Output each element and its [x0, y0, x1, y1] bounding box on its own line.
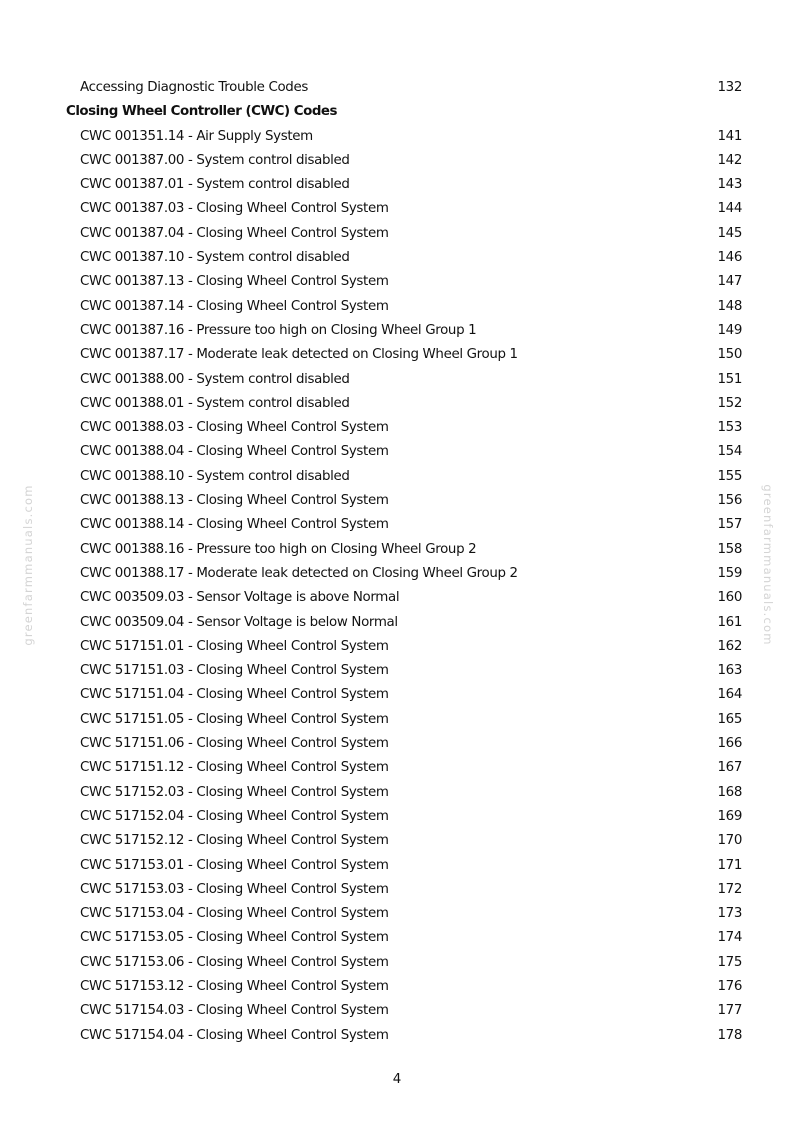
toc-entry [0, 489, 794, 513]
toc-entry-page: 173 [717, 906, 742, 922]
toc-entry [0, 197, 794, 221]
toc-entry [0, 708, 794, 732]
toc-entry-page: 168 [717, 784, 742, 800]
toc-entry-title: CWC 001388.10 - System control disabled [80, 468, 350, 484]
toc-entry-title: CWC 517151.12 - Closing Wheel Control System [80, 760, 389, 776]
toc-entry [0, 756, 794, 780]
toc-entry [0, 76, 794, 100]
toc-entry-page: 166 [717, 736, 742, 752]
toc-entry-title: CWC 517152.03 - Closing Wheel Control System [80, 784, 389, 800]
toc-entry-page: 177 [717, 1003, 742, 1019]
toc-entry-title: CWC 517153.05 - Closing Wheel Control System [80, 930, 389, 946]
toc-entry [0, 829, 794, 853]
toc-entry-page: 143 [717, 177, 742, 193]
toc-entry [0, 562, 794, 586]
toc-entry [0, 805, 794, 829]
toc-entry [0, 999, 794, 1023]
toc-entry-page: 158 [717, 541, 742, 557]
toc-entry-title: CWC 517151.06 - Closing Wheel Control System [80, 736, 389, 752]
toc-entry-page: 147 [717, 274, 742, 290]
toc-entry-title: CWC 001388.03 - Closing Wheel Control System [80, 420, 389, 436]
toc-entry-page: 145 [717, 225, 742, 241]
toc-entry-page: 153 [717, 420, 742, 436]
toc-entry-page: 172 [717, 881, 742, 897]
toc-entry-page: 141 [717, 128, 742, 144]
toc-entry-page: 151 [717, 371, 742, 387]
toc-entry-page: 161 [717, 614, 742, 630]
toc-entry-title: CWC 001387.10 - System control disabled [80, 250, 350, 266]
toc-entry-title: CWC 001387.13 - Closing Wheel Control System [80, 274, 389, 290]
toc-entry-page: 149 [717, 322, 742, 338]
toc-entry-title: CWC 517151.01 - Closing Wheel Control System [80, 638, 389, 654]
toc-entry [0, 781, 794, 805]
toc-entry-page: 162 [717, 638, 742, 654]
toc-entry-page: 169 [717, 808, 742, 824]
toc-entry-title: CWC 517153.12 - Closing Wheel Control System [80, 978, 389, 994]
toc-entry-title: CWC 517151.03 - Closing Wheel Control System [80, 663, 389, 679]
toc-entry-title: CWC 517152.04 - Closing Wheel Control System [80, 808, 389, 824]
toc-entry-page: 148 [717, 298, 742, 314]
toc-entry-title: CWC 001388.04 - Closing Wheel Control System [80, 444, 389, 460]
toc-entry-page: 170 [717, 833, 742, 849]
watermark-right: greenfarmmanuals.com [761, 484, 775, 646]
toc-entry [0, 659, 794, 683]
toc-entry [0, 586, 794, 610]
toc-entry [0, 270, 794, 294]
toc-entry [0, 975, 794, 999]
toc-entry-page: 132 [717, 80, 742, 95]
toc-entry [0, 732, 794, 756]
toc-section-heading [0, 100, 794, 124]
toc-entry-title: CWC 001388.00 - System control disabled [80, 371, 350, 387]
toc-entry-title: CWC 001351.14 - Air Supply System [80, 128, 313, 144]
toc-entry-page: 159 [717, 565, 742, 581]
toc-entry-title: CWC 001387.17 - Moderate leak detected on Closing Wheel Group 1 [80, 347, 518, 363]
toc-entry [0, 902, 794, 926]
toc-entry-page: 164 [717, 687, 742, 703]
toc-entry [0, 368, 794, 392]
toc-entry [0, 125, 794, 149]
table-of-contents [0, 76, 794, 1048]
toc-entry-page: 146 [717, 250, 742, 266]
toc-entry [0, 854, 794, 878]
toc-entry [0, 319, 794, 343]
watermark-left: greenfarmmanuals.com [21, 484, 35, 646]
toc-entry-title: CWC 517153.01 - Closing Wheel Control System [80, 857, 389, 873]
toc-entry-title: CWC 001387.00 - System control disabled [80, 152, 350, 168]
toc-entry-page: 152 [717, 395, 742, 411]
toc-entry-page: 157 [717, 517, 742, 533]
toc-entry [0, 611, 794, 635]
toc-entry-page: 144 [717, 201, 742, 217]
toc-entry-page: 176 [717, 978, 742, 994]
toc-entry [0, 343, 794, 367]
toc-entry-title: CWC 001387.04 - Closing Wheel Control System [80, 225, 389, 241]
toc-entry-page: 165 [717, 711, 742, 727]
toc-entry-page: 142 [717, 152, 742, 168]
toc-entry-page: 163 [717, 663, 742, 679]
toc-entry-title: Accessing Diagnostic Trouble Codes [80, 80, 308, 95]
toc-entry [0, 440, 794, 464]
toc-entry-page: 174 [717, 930, 742, 946]
toc-entry-title: CWC 001387.16 - Pressure too high on Closing Wheel Group 1 [80, 322, 477, 338]
toc-entry-title: CWC 517153.04 - Closing Wheel Control System [80, 906, 389, 922]
toc-entry-page: 156 [717, 493, 742, 509]
toc-entry-title: CWC 517153.03 - Closing Wheel Control System [80, 881, 389, 897]
toc-entry [0, 513, 794, 537]
toc-entry-title: CWC 001387.14 - Closing Wheel Control System [80, 298, 389, 314]
toc-entry [0, 878, 794, 902]
toc-entry [0, 635, 794, 659]
toc-entry [0, 295, 794, 319]
page-number: 4 [392, 1072, 402, 1087]
toc-entry-title: CWC 001387.01 - System control disabled [80, 177, 350, 193]
toc-entry-title: CWC 001388.13 - Closing Wheel Control System [80, 493, 389, 509]
toc-entry-page: 154 [717, 444, 742, 460]
toc-entry [0, 173, 794, 197]
toc-entry [0, 951, 794, 975]
toc-entry [0, 392, 794, 416]
toc-entry-title: CWC 517151.04 - Closing Wheel Control System [80, 687, 389, 703]
toc-entry [0, 538, 794, 562]
toc-entry-title: CWC 517151.05 - Closing Wheel Control System [80, 711, 389, 727]
toc-entry [0, 416, 794, 440]
toc-entry-title: CWC 517152.12 - Closing Wheel Control System [80, 833, 389, 849]
toc-entry-title: CWC 001387.03 - Closing Wheel Control System [80, 201, 389, 217]
toc-entry-title: CWC 517154.04 - Closing Wheel Control System [80, 1027, 389, 1043]
toc-entry-title: CWC 001388.14 - Closing Wheel Control System [80, 517, 389, 533]
toc-entry-page: 175 [717, 954, 742, 970]
toc-entry-title: Closing Wheel Controller (CWC) Codes [66, 104, 337, 120]
toc-entry-title: CWC 517154.03 - Closing Wheel Control System [80, 1003, 389, 1019]
toc-entry-title: CWC 003509.03 - Sensor Voltage is above Normal [80, 590, 400, 606]
toc-entry-page: 178 [717, 1027, 742, 1043]
toc-entry-title: CWC 001388.17 - Moderate leak detected on Closing Wheel Group 2 [80, 565, 518, 581]
toc-entry-title: CWC 003509.04 - Sensor Voltage is below Normal [80, 614, 398, 630]
toc-entry-title: CWC 001388.16 - Pressure too high on Closing Wheel Group 2 [80, 541, 477, 557]
toc-entry-page: 155 [717, 468, 742, 484]
toc-entry [0, 222, 794, 246]
toc-entry [0, 926, 794, 950]
toc-entry-title: CWC 517153.06 - Closing Wheel Control System [80, 954, 389, 970]
toc-entry [0, 683, 794, 707]
toc-entry [0, 246, 794, 270]
toc-entry-page: 167 [717, 760, 742, 776]
toc-entry-page: 171 [717, 857, 742, 873]
toc-entry [0, 465, 794, 489]
toc-entry-page: 150 [717, 347, 742, 363]
toc-entry-page: 160 [717, 590, 742, 606]
toc-entry [0, 1024, 794, 1048]
toc-entry [0, 149, 794, 173]
toc-entry-title: CWC 001388.01 - System control disabled [80, 395, 350, 411]
